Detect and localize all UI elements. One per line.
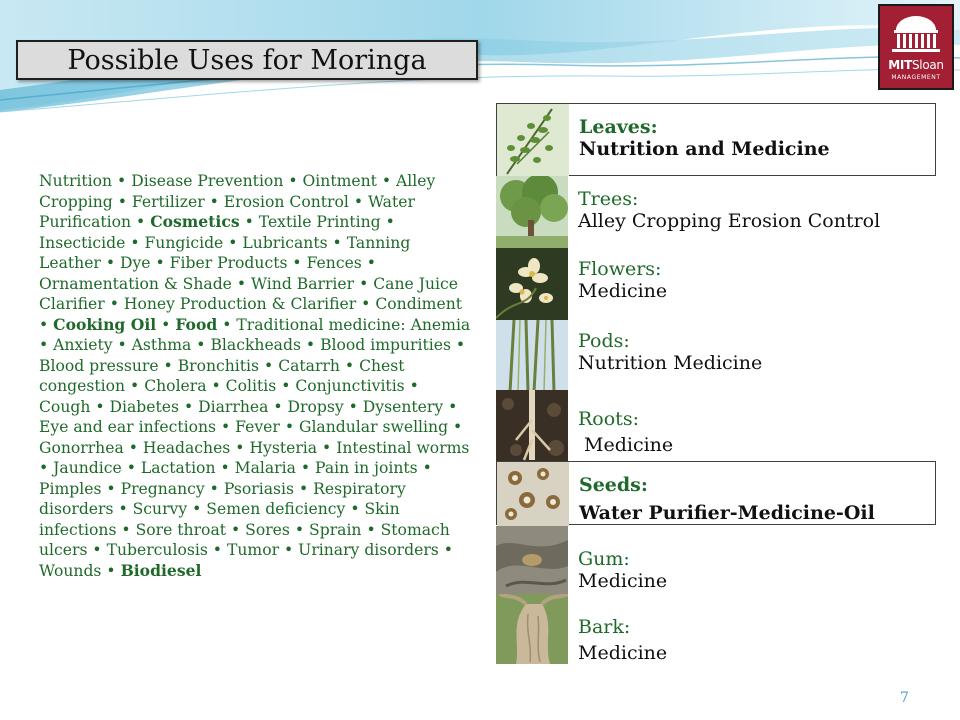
logo-name	[880, 58, 952, 72]
seeds-photo-icon	[497, 462, 569, 526]
use-item: Eye and ear infections	[39, 418, 217, 436]
use-item: Dropsy	[287, 397, 344, 416]
bullet-separator: •	[116, 520, 136, 539]
title-box	[16, 40, 478, 80]
bullet-separator: •	[191, 336, 211, 354]
use-item: Malaria	[234, 459, 296, 477]
part-value: Medicine	[578, 570, 668, 592]
use-item: Fungicide	[144, 233, 224, 252]
part-value: Medicine	[578, 642, 668, 664]
use-item: Respiratory disorders	[39, 479, 406, 518]
bullet-separator: •	[450, 336, 466, 354]
bullet-separator: •	[317, 438, 337, 457]
bark-photo-icon	[496, 594, 568, 664]
use-item: Lactation	[140, 459, 216, 477]
bullet-separator: •	[276, 377, 296, 395]
part-value: Alley Cropping Erosion Control	[578, 210, 881, 232]
use-item: Scurvy	[132, 500, 188, 518]
use-item: Biodiesel	[120, 560, 202, 580]
use-item: Intestinal worms	[336, 438, 470, 457]
use-item: Disease Prevention	[131, 172, 284, 190]
bullet-separator: •	[39, 336, 54, 354]
bullet-separator: •	[345, 500, 365, 518]
bullet-separator: •	[206, 377, 226, 395]
bullet-separator: •	[339, 356, 360, 375]
bullet-separator: •	[231, 274, 252, 293]
bullet-separator: •	[327, 233, 347, 252]
tree-photo-icon	[496, 176, 568, 248]
use-item: Cooking Oil	[53, 314, 157, 334]
dome-building-icon	[888, 12, 944, 54]
use-item: Catarrh	[278, 356, 340, 375]
use-item: Colitis	[225, 377, 277, 395]
bullet-separator: •	[112, 192, 132, 211]
bullet-separator: •	[204, 192, 224, 211]
bullet-separator: •	[380, 213, 395, 231]
part-value: Nutrition and Medicine	[579, 138, 830, 160]
use-item: Blackheads	[210, 336, 301, 354]
bullet-separator: •	[361, 254, 376, 272]
use-item: Skin infections	[39, 500, 400, 539]
use-item: Condiment	[375, 295, 463, 313]
part-value: Nutrition Medicine	[578, 352, 763, 374]
part-value: Water Purifier-Medicine-Oil	[579, 502, 875, 524]
part-label: Pods:	[578, 330, 630, 352]
bullet-separator: •	[404, 377, 419, 395]
part-label: Flowers:	[578, 258, 662, 280]
bullet-separator: •	[443, 397, 458, 416]
bullet-separator: •	[268, 397, 288, 416]
part-roots	[496, 390, 936, 462]
use-item: Hysteria	[249, 438, 318, 457]
bullet-separator: •	[216, 418, 236, 436]
use-item: Blood pressure	[39, 356, 159, 375]
logo-name-bold: MIT	[888, 58, 912, 72]
use-item: Cane Juice Clarifier	[39, 274, 458, 313]
use-item: Ornamentation & Shade	[39, 274, 232, 293]
logo-subtitle: MANAGEMENT	[891, 74, 941, 81]
bullet-separator: •	[131, 213, 151, 231]
use-item: Psoriasis	[223, 479, 295, 498]
bullet-separator: •	[287, 254, 307, 272]
bullet-separator: •	[125, 377, 145, 395]
use-item: Blood impurities	[320, 336, 451, 354]
bullet-separator: •	[300, 336, 321, 354]
bullet-separator: •	[87, 541, 107, 559]
part-trees	[496, 176, 936, 248]
use-item: Insecticide	[39, 233, 126, 252]
bullet-separator: •	[448, 418, 463, 436]
bullet-separator: •	[112, 336, 132, 354]
bullet-separator: •	[239, 213, 259, 231]
use-item: Tumor	[226, 541, 280, 559]
use-item: Diabetes	[109, 397, 180, 416]
roots-photo-icon	[496, 390, 568, 462]
bullet-separator: •	[104, 295, 124, 313]
slide-title: Possible Uses for Moringa	[67, 45, 427, 76]
gum-photo-icon	[496, 526, 568, 594]
use-item: Chest congestion	[39, 356, 405, 395]
use-item: Dysentery	[362, 397, 444, 416]
use-item: Sprain	[309, 520, 362, 539]
part-value: Medicine	[584, 434, 674, 456]
use-item: Pregnancy	[120, 479, 205, 498]
bullet-separator: •	[438, 541, 453, 559]
bullet-separator: •	[215, 459, 235, 477]
part-leaves	[496, 103, 936, 176]
bullet-separator: •	[204, 479, 224, 498]
bullet-separator: •	[417, 459, 432, 477]
bullet-separator: •	[294, 479, 314, 498]
bullet-separator: •	[207, 541, 227, 559]
bullet-separator: •	[295, 459, 316, 477]
use-item: Jaundice	[53, 459, 122, 477]
part-value: Medicine	[578, 280, 668, 302]
part-label: Gum:	[578, 548, 630, 570]
part-bark	[496, 594, 936, 664]
bullet-separator: •	[150, 254, 170, 272]
use-item: Pimples	[39, 479, 102, 498]
use-item: Tanning Leather	[39, 233, 411, 272]
use-item: Sores	[245, 520, 290, 539]
bullet-separator: •	[361, 520, 381, 539]
flowers-photo-icon	[496, 248, 568, 320]
use-item: Fences	[306, 254, 362, 272]
use-item: Erosion Control	[223, 192, 349, 211]
part-label: Bark:	[578, 616, 631, 638]
use-item: Ointment	[302, 172, 377, 190]
bullet-separator: •	[101, 561, 121, 580]
bullet-separator: •	[121, 459, 141, 477]
use-item: Bronchitis	[177, 356, 260, 375]
use-item: Conjunctivitis	[295, 377, 405, 395]
use-item: Fever	[235, 418, 280, 436]
part-flowers	[496, 248, 936, 320]
use-item: Textile Printing	[258, 213, 381, 231]
logo-name-light: Sloan	[911, 58, 944, 72]
use-item: Urinary disorders	[298, 541, 439, 559]
bullet-separator: •	[158, 356, 178, 375]
bullet-separator: •	[343, 397, 363, 416]
use-item: Dye	[120, 254, 151, 272]
use-item: Lubricants	[242, 233, 328, 252]
use-item: Cough	[39, 397, 91, 416]
use-item: Sore throat	[135, 520, 227, 539]
use-item: Semen deficiency	[206, 500, 346, 518]
bullet-separator: •	[354, 274, 374, 293]
part-gum	[496, 526, 936, 594]
bullet-separator: •	[179, 397, 199, 416]
use-item: Water Purification	[39, 192, 415, 231]
part-label: Seeds:	[579, 474, 648, 496]
bullet-separator: •	[156, 315, 176, 334]
bullet-separator: •	[279, 418, 299, 436]
bullet-separator: •	[39, 459, 54, 477]
use-item: Traditional medicine: Anemia	[236, 315, 471, 334]
bullet-separator: •	[259, 356, 279, 375]
use-item: Fiber Products	[169, 254, 288, 272]
use-item: Cosmetics	[150, 212, 240, 231]
pods-photo-icon	[496, 320, 568, 392]
part-label: Trees:	[578, 188, 639, 210]
bullet-separator: •	[356, 295, 376, 313]
bullet-separator: •	[226, 520, 246, 539]
mit-sloan-logo	[878, 4, 954, 90]
part-label: Roots:	[578, 408, 639, 430]
bullet-separator: •	[230, 438, 250, 457]
use-item: Anxiety	[53, 336, 113, 354]
part-label: Leaves:	[579, 116, 658, 138]
use-item: Wounds	[39, 561, 102, 580]
bullet-separator: •	[112, 172, 132, 190]
bullet-separator: •	[90, 397, 110, 416]
bullet-separator: •	[217, 315, 237, 334]
bullet-separator: •	[289, 520, 310, 539]
use-item: Honey Production & Clarifier	[123, 295, 357, 313]
bullet-separator: •	[123, 438, 143, 457]
use-item: Food	[175, 314, 218, 334]
bullet-separator: •	[39, 315, 54, 334]
use-item: Wind Barrier	[251, 274, 355, 293]
use-item: Asthma	[131, 336, 192, 354]
use-item: Headaches	[142, 438, 231, 457]
bullet-separator: •	[101, 479, 121, 498]
bullet-separator: •	[348, 192, 368, 211]
use-item: Tuberculosis	[106, 541, 208, 559]
leaves-photo-icon	[497, 104, 569, 176]
page-number: 7	[900, 690, 909, 706]
use-item: Stomach ulcers	[39, 520, 450, 559]
use-item: Fertilizer	[131, 192, 205, 211]
bullet-separator: •	[223, 233, 243, 252]
use-item: Glandular swelling	[298, 418, 449, 436]
use-item: Nutrition	[39, 172, 113, 190]
part-pods	[496, 320, 936, 392]
bullet-separator: •	[279, 541, 299, 559]
use-item: Alley Cropping	[39, 172, 436, 211]
bullet-separator: •	[187, 500, 207, 518]
uses-list	[39, 171, 471, 581]
use-item: Diarrhea	[198, 397, 269, 416]
use-item: Pain in joints	[315, 459, 418, 477]
part-seeds	[496, 461, 936, 525]
use-item: Cholera	[144, 377, 207, 395]
bullet-separator: •	[376, 172, 397, 190]
bullet-separator: •	[283, 172, 303, 190]
use-item: Gonorrhea	[39, 438, 124, 457]
bullet-separator: •	[125, 233, 145, 252]
bullet-separator: •	[113, 500, 133, 518]
bullet-separator: •	[100, 254, 120, 272]
